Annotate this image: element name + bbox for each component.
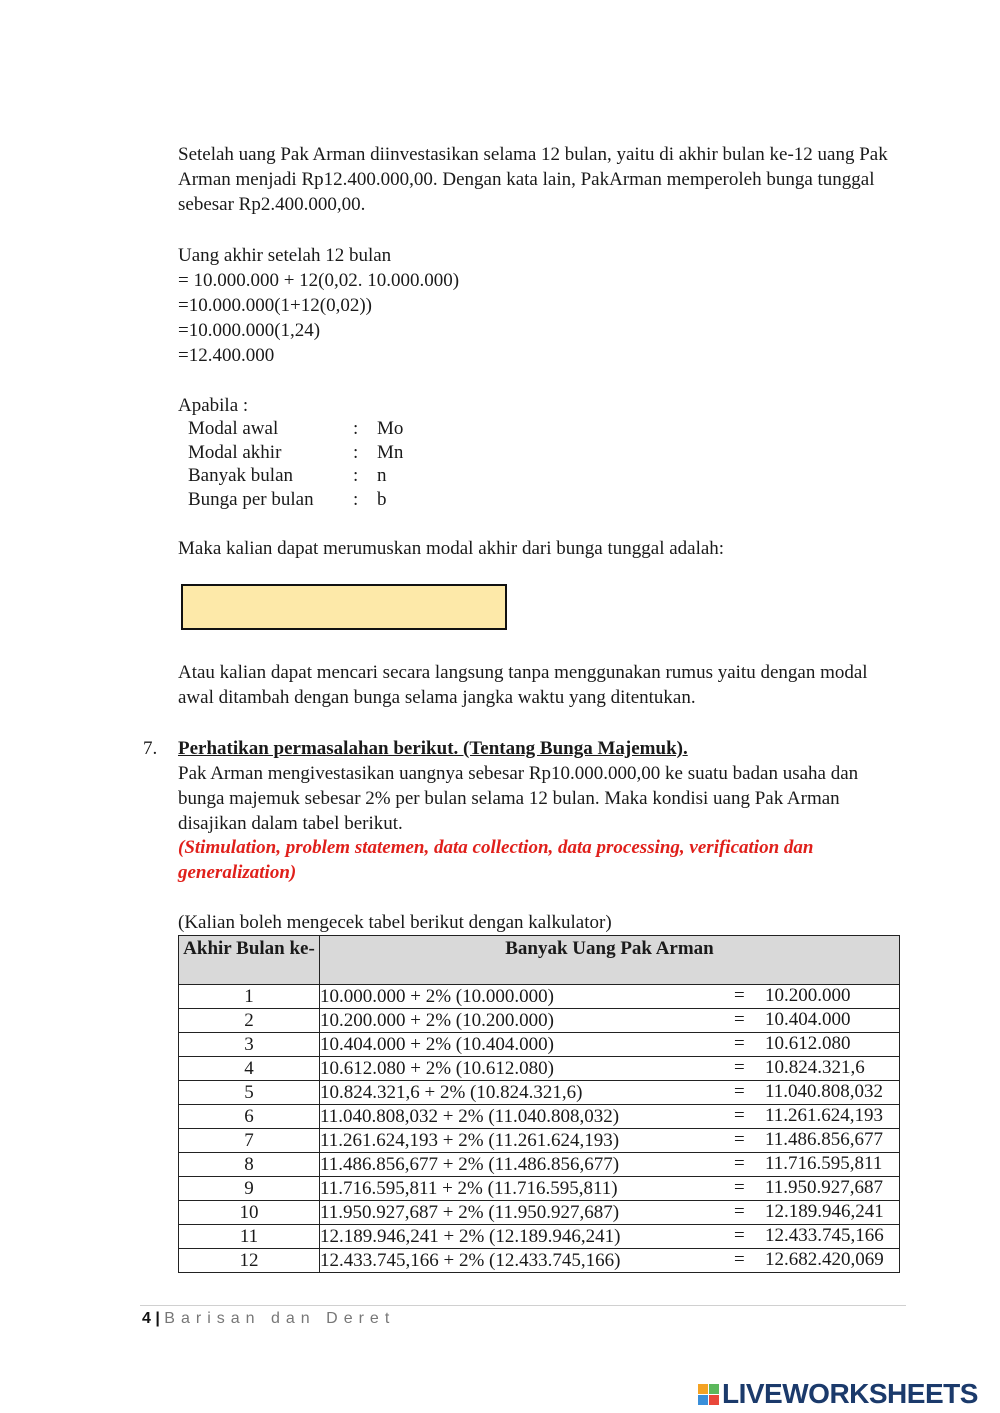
cell-result: 10.404.000 [765,1009,851,1030]
atau-paragraph: Atau kalian dapat mencari secara langsung tanpa menggunakan rumus yaitu dengan modal awal ditambah dengan bunga selama jangka waktu yang ditentukan. [178,662,868,708]
cell-expression: 11.716.595,811 + 2% (11.716.595,811) [320,1177,618,1199]
stimulation-note: (Stimulation, problem statemen, data collection, data processing, verification dan generalization) [178,837,814,883]
apabila-label: Apabila : [178,395,249,416]
cell-expression: 11.040.808,032 + 2% (11.040.808,032) [320,1105,620,1127]
liveworksheets-logo [698,1378,978,1410]
cell-expression: 10.404.000 + 2% (10.404.000) [320,1033,554,1055]
table-row [179,1249,900,1273]
definition-label: Bunga per bulan [188,488,314,510]
cell-result: 11.040.808,032 [765,1081,884,1102]
cell-equals: = [734,1009,745,1030]
cell-uang [320,1201,900,1225]
cell-uang [320,1105,900,1129]
formula-answer-input[interactable] [181,584,507,630]
cell-bulan: 12 [179,1249,320,1273]
calculation-block [178,243,459,368]
cell-result: 10.200.000 [765,985,851,1006]
cell-result: 11.486.856,677 [765,1129,884,1150]
table-row [179,1201,900,1225]
definition-symbol: Mn [377,441,404,463]
definition-colon: : [353,441,359,463]
definition-colon: : [353,488,359,510]
liveworksheets-logo-icon [698,1384,719,1405]
cell-expression: 10.824.321,6 + 2% (10.824.321,6) [320,1081,583,1103]
cell-bulan: 3 [179,1033,320,1057]
cell-bulan: 4 [179,1057,320,1081]
cell-equals: = [734,1225,745,1246]
cell-result: 11.716.595,811 [765,1153,883,1174]
cell-equals: = [734,1033,745,1054]
cell-expression: 11.261.624,193 + 2% (11.261.624,193) [320,1129,620,1151]
cell-bulan: 5 [179,1081,320,1105]
cell-equals: = [734,1081,745,1102]
definition-label: Modal akhir [188,441,282,463]
cell-result: 11.950.927,687 [765,1177,884,1198]
cell-bulan: 2 [179,1009,320,1033]
header-bulan: Akhir Bulan ke- [179,936,320,985]
table-row [179,1177,900,1201]
cell-bulan: 9 [179,1177,320,1201]
table-row [179,1153,900,1177]
definition-colon: : [353,418,359,439]
cell-uang [320,1057,900,1081]
cell-equals: = [734,1201,745,1222]
cell-equals: = [734,1153,745,1174]
table-row [179,1009,900,1033]
cell-uang [320,1249,900,1273]
header-uang: Banyak Uang Pak Arman [320,936,900,985]
definition-label: Banyak bulan [188,465,294,486]
compound-interest-table [178,935,900,1273]
definition-row [188,442,488,466]
cell-expression: 10.000.000 + 2% (10.000.000) [320,985,554,1007]
cell-equals: = [734,1057,745,1078]
cell-bulan: 10 [179,1201,320,1225]
cell-uang [320,1177,900,1201]
cell-expression: 11.950.927,687 + 2% (11.950.927,687) [320,1201,620,1223]
maka-text: Maka kalian dapat merumuskan modal akhir dari bunga tunggal adalah: [178,538,725,559]
cell-expression: 12.189.946,241 + 2% (12.189.946,241) [320,1225,621,1247]
calc-line: =10.000.000(1,24) [178,320,321,341]
page-number: 4 [142,1310,151,1327]
cell-result: 11.261.624,193 [765,1105,884,1126]
cell-result: 10.612.080 [765,1033,851,1054]
calc-line: =12.400.000 [178,345,275,366]
calc-line: =10.000.000(1+12(0,02)) [178,295,372,316]
cell-bulan: 1 [179,985,320,1009]
cell-uang [320,985,900,1009]
cell-bulan: 8 [179,1153,320,1177]
table-row [179,1057,900,1081]
paragraph-bunga-tunggal: Setelah uang Pak Arman diinvestasikan selama 12 bulan, yaitu di akhir bulan ke-12 uang Pak Arman menjadi Rp12.400.000,00. Dengan kata lain, PakArman memperoleh bunga tunggal sebesar Rp2.400.000,00. [178,144,888,215]
cell-equals: = [734,1177,745,1198]
cell-uang [320,1129,900,1153]
logo-text: LIVEWORKSHEETS [722,1378,978,1409]
page-footer [142,1310,395,1328]
definition-symbol: b [377,488,387,510]
cell-equals: = [734,1249,745,1270]
definition-row [188,465,488,489]
section-heading: Perhatikan permasalahan berikut. (Tentang Bunga Majemuk). [178,738,688,759]
cell-expression: 10.200.000 + 2% (10.200.000) [320,1009,554,1031]
cell-equals: = [734,1129,745,1150]
cell-bulan: 11 [179,1225,320,1249]
cell-bulan: 7 [179,1129,320,1153]
cell-uang [320,1225,900,1249]
cell-uang [320,1009,900,1033]
section-paragraph: Pak Arman mengivestasikan uangnya sebesar Rp10.000.000,00 ke suatu badan usaha dan bunga majemuk sebesar 2% per bulan selama 12 bulan. Maka kondisi uang Pak Arman disajikan dalam tabel berikut. [178,763,859,834]
table-row [179,1129,900,1153]
footer-divider [140,1305,906,1306]
question-number: 7. [143,738,158,759]
definition-row [188,418,488,442]
calc-line: = 10.000.000 + 12(0,02. 10.000.000) [178,270,460,291]
table-row [179,1033,900,1057]
cell-uang [320,1081,900,1105]
table-row [179,1081,900,1105]
table-row [179,1225,900,1249]
cell-uang [320,1033,900,1057]
cell-result: 12.433.745,166 [765,1225,884,1246]
definition-row [188,489,488,513]
cell-expression: 10.612.080 + 2% (10.612.080) [320,1057,554,1079]
definition-colon: : [353,465,359,486]
cell-equals: = [734,1105,745,1126]
table-row [179,1105,900,1129]
table-row [179,985,900,1009]
cell-bulan: 6 [179,1105,320,1129]
cell-result: 10.824.321,6 [765,1057,865,1078]
definition-symbol: n [377,465,387,486]
calculator-note: (Kalian boleh mengecek tabel berikut dengan kalkulator) [178,912,612,933]
cell-result: 12.189.946,241 [765,1201,884,1222]
calc-line: Uang akhir setelah 12 bulan [178,245,392,266]
definition-label: Modal awal [188,418,279,439]
definition-symbol: Mo [377,418,404,439]
cell-uang [320,1153,900,1177]
footer-separator: | [155,1310,160,1327]
table-header-row [179,936,900,985]
cell-expression: 12.433.745,166 + 2% (12.433.745,166) [320,1249,621,1271]
cell-equals: = [734,985,745,1006]
footer-title: Barisan dan Deret [164,1310,396,1327]
definitions-list [188,418,488,512]
cell-result: 12.682.420,069 [765,1249,884,1270]
cell-expression: 11.486.856,677 + 2% (11.486.856,677) [320,1153,620,1175]
